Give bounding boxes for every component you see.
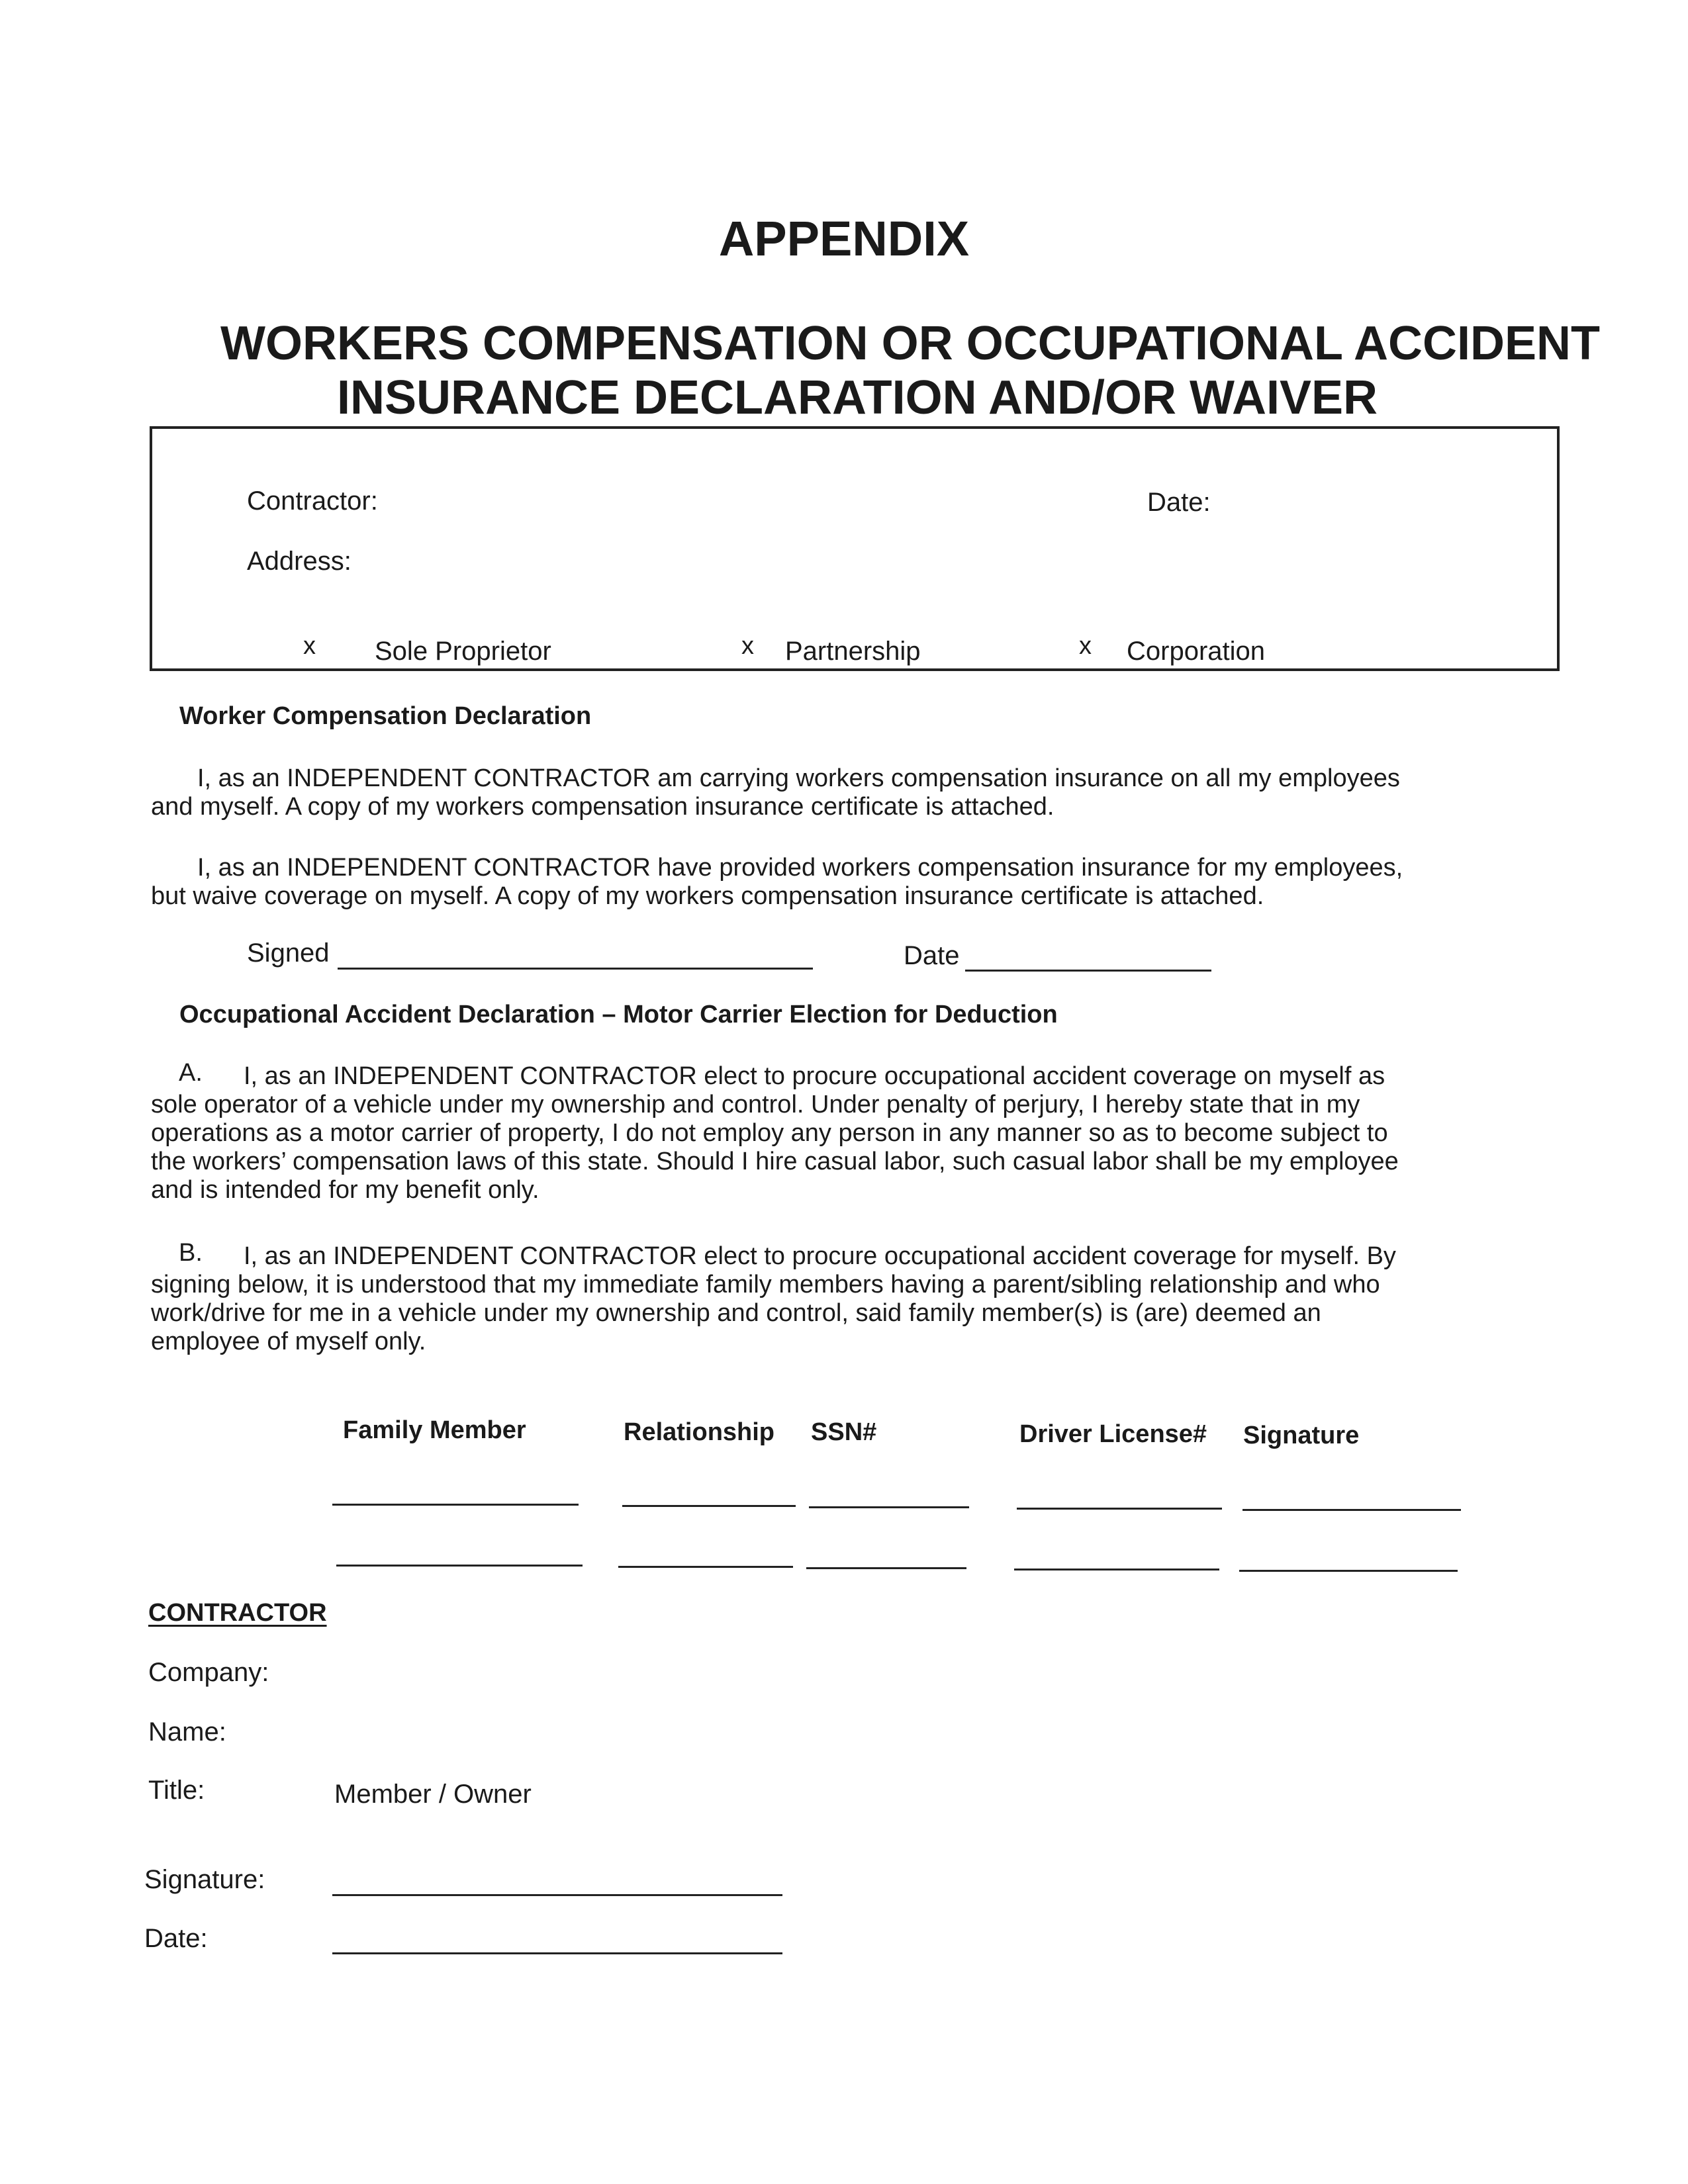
- sole-proprietor-checkbox[interactable]: x: [303, 632, 316, 660]
- contractor-signature-label: Signature:: [144, 1865, 265, 1894]
- signed-label: Signed: [247, 938, 330, 968]
- contractor-label: Contractor:: [247, 486, 378, 516]
- occupational-heading: Occupational Accident Declaration – Motor Carrier Election for Deduction: [179, 1001, 1058, 1028]
- title-label: Title:: [148, 1776, 205, 1805]
- para-a-line4: the workers’ compensation laws of this state. Should I hire casual labor, such casual labor shall be my employee: [151, 1148, 1399, 1175]
- para-a-line5: and is intended for my benefit only.: [151, 1176, 539, 1204]
- contractor-heading: CONTRACTOR: [148, 1599, 327, 1627]
- family-row2-signature-line[interactable]: [1239, 1570, 1458, 1572]
- para-a-line3: operations as a motor carrier of property, I do not employ any person in any manner so as to become subject to: [151, 1119, 1388, 1147]
- contractor-info-box: [150, 426, 1560, 671]
- para-a-line2: sole operator of a vehicle under my ownership and control. Under penalty of perjury, I hereby state that in my: [151, 1091, 1360, 1118]
- appendix-heading: APPENDIX: [718, 211, 970, 266]
- family-row1-signature-line[interactable]: [1243, 1509, 1461, 1511]
- para-a-marker: A.: [179, 1059, 203, 1087]
- worker-comp-paragraph-2: [151, 854, 1403, 911]
- worker-comp-p2-line1: I, as an INDEPENDENT CONTRACTOR have provided workers compensation insurance for my employees,: [197, 854, 1403, 882]
- family-row1-relationship-line[interactable]: [622, 1505, 796, 1507]
- company-label: Company:: [148, 1658, 269, 1687]
- corporation-checkbox[interactable]: x: [1079, 632, 1092, 660]
- worker-comp-p1-line1: I, as an INDEPENDENT CONTRACTOR am carrying workers compensation insurance on all my employees: [197, 764, 1400, 792]
- title-value: Member / Owner: [334, 1780, 532, 1809]
- column-ssn: SSN#: [811, 1418, 877, 1446]
- signed-line[interactable]: [338, 968, 813, 970]
- contractor-signature-line[interactable]: [332, 1894, 782, 1896]
- form-title-line1: WORKERS COMPENSATION OR OCCUPATIONAL ACCIDENT: [220, 317, 1600, 370]
- para-b-marker: B.: [179, 1239, 203, 1267]
- partnership-checkbox[interactable]: x: [741, 632, 754, 660]
- worker-comp-date-line[interactable]: [965, 970, 1211, 972]
- name-label: Name:: [148, 1717, 226, 1747]
- column-signature: Signature: [1243, 1422, 1360, 1449]
- worker-comp-p2-line2: but waive coverage on myself. A copy of my workers compensation insurance certificate is attached.: [151, 882, 1264, 910]
- column-family-member: Family Member: [343, 1416, 526, 1444]
- para-b-line2: signing below, it is understood that my immediate family members having a parent/sibling relationship and who: [151, 1271, 1380, 1298]
- para-b-line1: I, as an INDEPENDENT CONTRACTOR elect to procure occupational accident coverage for myself. By: [244, 1242, 1396, 1270]
- para-b-line3: work/drive for me in a vehicle under my ownership and control, said family member(s) is (are) deemed an: [151, 1299, 1321, 1327]
- contractor-date-label: Date:: [144, 1924, 208, 1953]
- box-date-label: Date:: [1147, 488, 1211, 517]
- contractor-date-line[interactable]: [332, 1952, 782, 1954]
- family-row2-license-line[interactable]: [1014, 1569, 1219, 1570]
- family-row1-member-line[interactable]: [332, 1504, 579, 1506]
- family-row1-license-line[interactable]: [1017, 1508, 1222, 1510]
- form-title-line2: INSURANCE DECLARATION AND/OR WAIVER: [336, 371, 1378, 424]
- occupational-paragraph-b: [151, 1242, 1396, 1356]
- corporation-label: Corporation: [1127, 637, 1266, 666]
- worker-comp-heading: Worker Compensation Declaration: [179, 702, 592, 730]
- column-relationship: Relationship: [624, 1418, 775, 1446]
- worker-comp-date-label: Date: [904, 941, 960, 970]
- occupational-paragraph-a: [151, 1062, 1399, 1205]
- worker-comp-p1-line2: and myself. A copy of my workers compensation insurance certificate is attached.: [151, 793, 1055, 821]
- worker-comp-paragraph-1: [151, 764, 1400, 821]
- address-label: Address:: [247, 547, 352, 576]
- family-row2-relationship-line[interactable]: [618, 1566, 793, 1568]
- family-row2-ssn-line[interactable]: [806, 1567, 966, 1569]
- para-a-line1: I, as an INDEPENDENT CONTRACTOR elect to procure occupational accident coverage on myself as: [244, 1062, 1385, 1090]
- family-row2-member-line[interactable]: [336, 1565, 583, 1567]
- family-row1-ssn-line[interactable]: [809, 1506, 969, 1508]
- sole-proprietor-label: Sole Proprietor: [375, 637, 551, 666]
- column-driver-license: Driver License#: [1019, 1420, 1207, 1448]
- para-b-line4: employee of myself only.: [151, 1328, 426, 1355]
- partnership-label: Partnership: [785, 637, 921, 666]
